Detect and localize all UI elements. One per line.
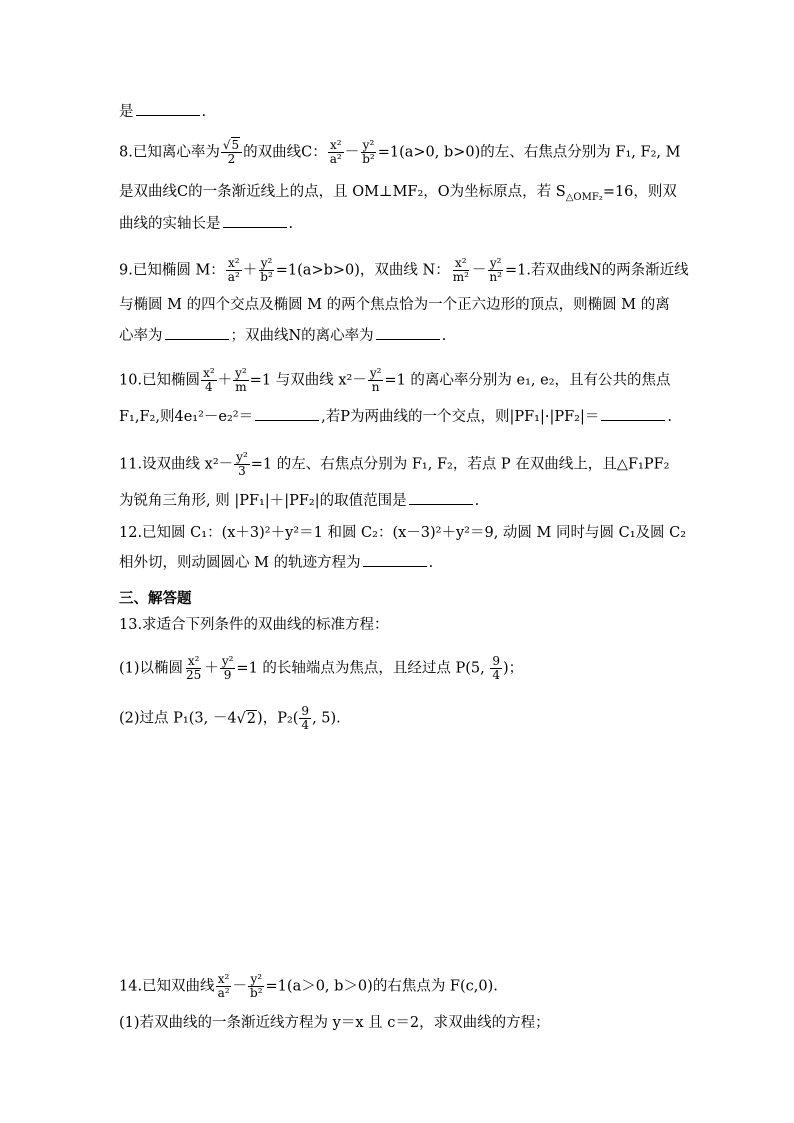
q10-answer-blank-2[interactable] — [601, 408, 665, 421]
q13-frac-94b: $\frac{9}{4}$ — [301, 704, 310, 732]
q11-line2 — [119, 492, 479, 510]
q14-part1: (1)若双曲线的一条渐近线方程为 y＝x 且 c＝2，求双曲线的方程； — [119, 1015, 550, 1031]
q13-p2-a: (2)过点 P₁(3, －4 — [119, 710, 237, 727]
q8-answer-blank[interactable] — [223, 215, 287, 228]
q9-line1: 9.已知椭圆 M： $\frac{\text{x²}}{\text{a²}}$ ＋ $\frac{\text{y²}}{\text{b²}}$ =1(a>b>0)，双曲线 N： $\frac{\text{x²}}{\text{m²}}$ － $\frac{\text{y²}}{\text{n²}}$ =1.若双曲线N的两条渐近线 — [119, 256, 689, 284]
q9-answer-blank-2[interactable] — [376, 327, 440, 340]
q9-line3-a: 心率为 — [119, 328, 163, 344]
q14-text-a: 14.已知双曲线 — [119, 978, 215, 995]
q9-line3 — [119, 327, 446, 345]
q12-line2 — [119, 554, 433, 572]
q9-text-a: 9.已知椭圆 M： — [119, 262, 225, 279]
q10-line2-b: ,若P为两曲线的一个交点，则|PF₁|·|PF₂|＝ — [321, 409, 600, 425]
q13-sqrt: √2 — [236, 710, 257, 727]
q13-part1: (1)以椭圆 $\frac{\text{x²}}{25}$ ＋ $\frac{\text{y²}}{9}$ =1 的长轴端点为焦点，且经过点 P(5, $\frac{9}{4}$ )； — [119, 654, 524, 682]
q7-suffix: . — [201, 104, 207, 120]
q10-frac-y: $\frac{\text{y²}}{m}$ — [235, 366, 247, 394]
q13-p2-b: )，P₂( — [257, 710, 299, 727]
q8-text-c: =1(a>0, b>0)的左、右焦点分别为 F₁, F₂, M — [377, 144, 681, 161]
q8-text-b: 的双曲线C： — [243, 144, 327, 161]
q12-line2-a: 相外切，则动圆圆心 M 的轨迹方程为 — [119, 555, 361, 571]
q11-answer-blank[interactable] — [409, 492, 473, 505]
q12-line2-b: . — [428, 555, 434, 571]
q13-p2-c: , 5). — [312, 710, 341, 727]
q9-line2: 与椭圆 M 的四个交点及椭圆 M 的两个焦点恰为一个正六边形的顶点，则椭圆 M 的离 — [119, 297, 670, 313]
q10-line2 — [119, 408, 672, 426]
q9-frac-x: $\frac{\text{x²}}{\text{a²}}$ — [227, 256, 240, 284]
q8-line3-b: . — [288, 216, 294, 232]
q8-line3-a: 曲线的实轴长是 — [119, 216, 221, 232]
q8-line3 — [119, 215, 293, 233]
q11-line1 — [119, 451, 669, 478]
q11-frac-y: $\frac{\text{y²}}{3}$ — [236, 450, 248, 478]
q13-stem: 13.求适合下列条件的双曲线的标准方程： — [119, 617, 389, 633]
q10-line1: 10.已知椭圆 $\frac{\text{x²}}{4}$ ＋ $\frac{\text{y²}}{m}$ =1 与双曲线 x²－ $\frac{\text{y²}}{n}$ =1 的离心率分别为 e₁, e₂，且有公共的焦点 — [119, 366, 671, 394]
q8-line1: 8.已知离心率为 $\frac{√5}{2}$ 的双曲线C： $\frac{\text{x²}}{\text{a²}}$ － $\frac{\text{y²}}{\text{b²}}$ =1(a>0, b>0)的左、右焦点分别为 F₁, F₂, M — [119, 138, 681, 166]
q7-prefix: 是 — [119, 104, 134, 120]
q14-text-b: =1(a＞0, b＞0)的右焦点为 F(c,0). — [265, 978, 498, 995]
q9-line3-c: . — [441, 328, 447, 344]
q13-p1-c: )； — [503, 660, 524, 677]
q9-text-b: =1(a>b>0)，双曲线 N： — [275, 262, 450, 279]
q9-line3-b: ；双曲线N的离心率为 — [230, 328, 374, 344]
q13-p1-a: (1)以椭圆 — [119, 660, 184, 677]
q10-text-a: 10.已知椭圆 — [119, 372, 201, 389]
q8-text-a: 8.已知离心率为 — [119, 144, 220, 161]
q9-frac-yn: $\frac{\text{y²}}{\text{n²}}$ — [489, 256, 502, 284]
q10-line2-c: . — [667, 409, 672, 425]
q9-answer-blank-1[interactable] — [165, 327, 229, 340]
q8-line2 — [119, 183, 677, 201]
q10-text-b: =1 与双曲线 x²－ — [249, 372, 367, 389]
q8-line2-a: 是双曲线C的一条渐近线上的点，且 OM⊥MF₂，O为坐标原点，若 S — [119, 184, 566, 200]
q9-frac-xm: $\frac{\text{x²}}{\text{m²}}$ — [452, 256, 469, 284]
q8-area-subscript: △OMF₂ — [565, 191, 603, 203]
q11-text-b: =1 的左、右焦点分别为 F₁, F₂，若点 P 在双曲线上，且△F₁PF₂ — [250, 456, 670, 473]
q13-frac-x: $\frac{\text{x²}}{25}$ — [186, 654, 202, 682]
q11-text-a: 11.设双曲线 x²－ — [119, 456, 234, 473]
q9-frac-y: $\frac{\text{y²}}{\text{b²}}$ — [260, 256, 273, 284]
q10-text-c: =1 的离心率分别为 e₁, e₂，且有公共的焦点 — [384, 372, 671, 389]
q10-frac-x: $\frac{\text{x²}}{4}$ — [203, 366, 215, 394]
q13-frac-94: $\frac{9}{4}$ — [492, 654, 501, 682]
q11-line2-b: . — [474, 493, 480, 509]
q7-answer-blank[interactable] — [136, 103, 200, 116]
q7-tail-line — [119, 103, 206, 121]
q9-text-c: =1.若双曲线N的两条渐近线 — [504, 262, 689, 279]
answer-space[interactable] — [119, 740, 679, 940]
q14-line1: 14.已知双曲线 $\frac{\text{x²}}{\text{a²}}$ － $\frac{\text{y²}}{\text{b²}}$ =1(a＞0, b＞0)的右焦点为 F(c,0). — [119, 972, 498, 1000]
q13-frac-y: $\frac{\text{y²}}{9}$ — [221, 654, 234, 682]
section-heading-answer-questions: 三、解答题 — [119, 591, 192, 607]
q12-line1: 12.已知圆 C₁：(x＋3)²＋y²＝1 和圆 C₂：(x－3)²＋y²＝9, 动圆 M 同时与圆 C₁及圆 C₂ — [119, 525, 687, 541]
q10-answer-blank-1[interactable] — [255, 408, 319, 421]
q8-line2-b: =16，则双 — [602, 184, 677, 200]
q8-ecc-fraction: $\frac{√5}{2}$ — [221, 139, 242, 166]
q14-frac-y: $\frac{\text{y²}}{\text{b²}}$ — [250, 972, 263, 1000]
q14-frac-x: $\frac{\text{x²}}{\text{a²}}$ — [217, 972, 230, 1000]
q11-line2-a: 为锐角三角形, 则 |PF₁|＋|PF₂|的取值范围是 — [119, 493, 407, 509]
q12-answer-blank[interactable] — [363, 554, 427, 567]
q8-frac-x: $\frac{\text{x²}}{\text{a²}}$ — [329, 138, 342, 166]
q13-p1-b: =1 的长轴端点为焦点，且经过点 P(5, — [236, 660, 490, 677]
q13-part2 — [119, 705, 341, 732]
q10-line2-a: F₁,F₂,则4e₁²－e₂²＝ — [119, 409, 254, 425]
q10-frac-yn: $\frac{\text{y²}}{n}$ — [369, 366, 382, 394]
q8-frac-y: $\frac{\text{y²}}{\text{b²}}$ — [362, 138, 375, 166]
